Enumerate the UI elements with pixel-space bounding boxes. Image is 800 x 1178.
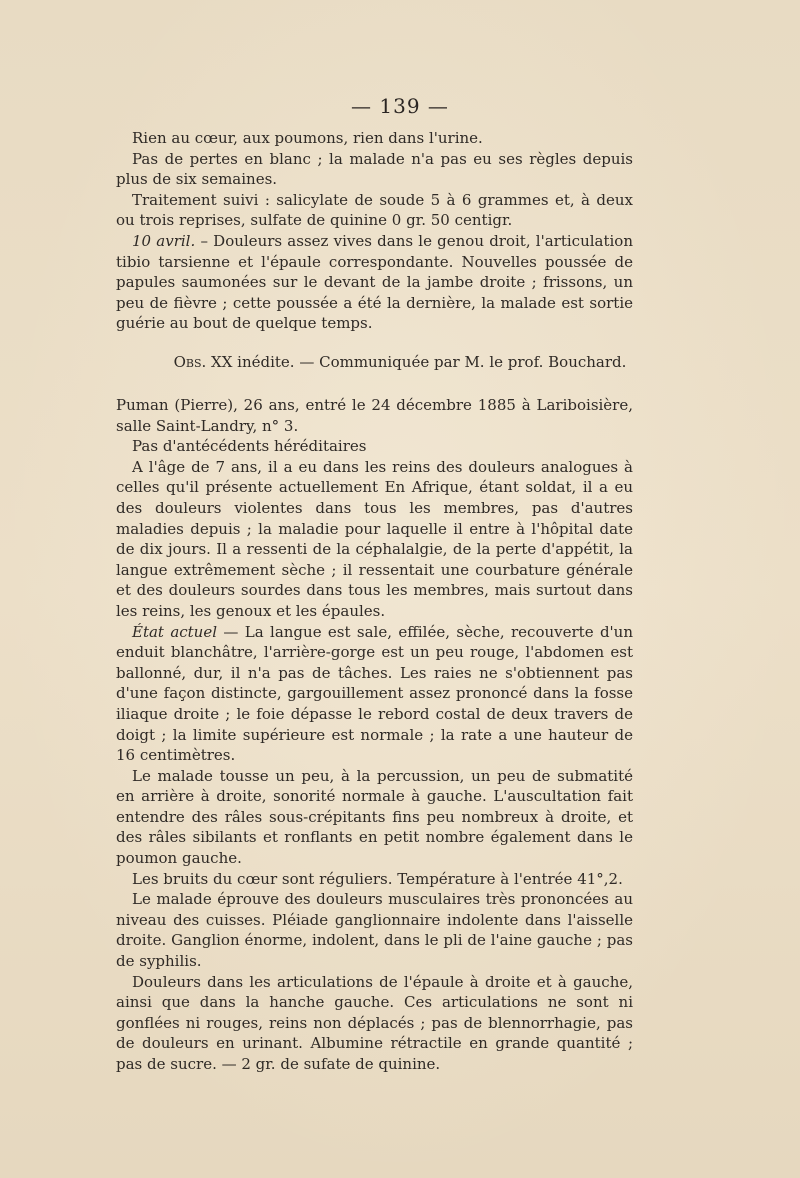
paragraph: Rien au cœur, aux poumons, rien dans l'urine.: [132, 129, 483, 147]
paragraph-text: — La langue est sale, effilée, sèche, recouverte d'un enduit blanchâtre, l'arrière-gorge est un peu rouge, l'abdomen est ballonné, dur, il n'a pas de tâches. Les raies ne s'obtiennent pas d'une façon distincte, gargouillement assez prononcé dans la fosse iliaque droite ; le foie dépasse le rebord costal de deux travers de doigt ; la limite supérieure est normale ; la rate a une hauteur de 16 centimètres.: [116, 622, 633, 765]
paragraph-text: – Douleurs assez vives dans le genou droit, l'articulation tibio tarsienne et l'épaule correspondante. Nouvelles poussée de papules saumonées sur le devant de la jambe droite ; frissons, un peu de fièvre ; cette poussée a été la dernière, la malade est sortie guérie au bout de quelque temps.: [116, 231, 633, 333]
obs-label: Obs: [173, 353, 202, 371]
text-block-1: [116, 128, 633, 334]
paragraph: A l'âge de 7 ans, il a eu dans les reins des douleurs analogues à celles qu'il présente actuellement En Afrique, étant soldat, il a eu des douleurs violentes dans tous les membres, pas d'autres maladies depuis ; la maladie pour laquelle il entre à l'hôpital date de dix jours. Il a ressenti de la céphalalgie, de la perte d'appétit, la langue extrêmement sèche ; il ressentait une courbature générale et des douleurs sourdes dans tous les membres, mais surtout dans les reins, les genoux et les épaules.: [116, 457, 633, 620]
paragraph: [116, 231, 633, 334]
page-number: — 139 —: [351, 94, 449, 118]
paragraph: Pas de pertes en blanc ; la malade n'a pas eu ses règles depuis plus de six semaines.: [116, 149, 633, 189]
paragraph: Puman (Pierre), 26 ans, entré le 24 décembre 1885 à Lariboisière, salle Saint-Landry, n° 3.: [116, 396, 633, 435]
paragraph: Pas d'antécédents héréditaires: [132, 437, 367, 456]
observation-heading: [0, 353, 800, 371]
text-block-2: [116, 395, 633, 1075]
paragraph: Le malade éprouve des douleurs musculaires très prononcées au niveau des cuisses. Pléiade ganglionnaire indolente dans l'aisselle droite. Ganglion énorme, indolent, dans le pli de l'aine gauche ; pas de syphilis.: [116, 890, 633, 971]
paragraph: Les bruits du cœur sont réguliers. Température à l'entrée 41°,2.: [132, 869, 623, 888]
paragraph: [116, 622, 633, 766]
paragraph: Traitement suivi : salicylate de soude 5 à 6 grammes et, à deux ou trois reprises, sulfate de quinine 0 gr. 50 centigr.: [116, 190, 633, 230]
obs-heading-text: . XX inédite. — Communiquée par M. le prof. Bouchard.: [201, 353, 627, 371]
paragraph: Douleurs dans les articulations de l'épaule à droite et à gauche, ainsi que dans la hanche gauche. Ces articulations ne sont ni gonflées ni rouges, reins non déplacés ; pas de blennorrhagie, pas de douleurs en urinant. Albumine rétractile en grande quantité ; pas de sucre. — 2 gr. de sufate de quinine.: [116, 972, 633, 1073]
paragraph: Le malade tousse un peu, à la percussion, un peu de submatité en arrière à droite, sonorité normale à gauche. L'auscultation fait entendre des râles sous-crépitants fins peu nombreux à droite, et des râles sibilants et ronflants en petit nombre également dans le poumon gauche.: [116, 766, 633, 868]
section-lead: État actuel: [132, 622, 218, 641]
date-label: 10 avril.: [132, 231, 196, 250]
